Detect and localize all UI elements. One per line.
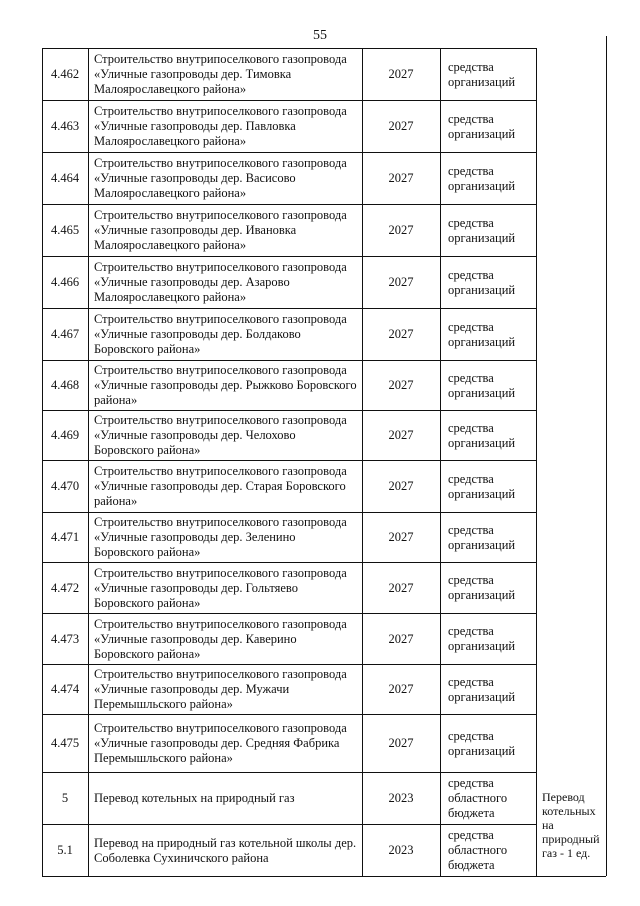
table-rule: [42, 256, 536, 257]
table-rule: [42, 714, 536, 715]
row-year: 2027: [388, 223, 414, 237]
table-rule: [42, 824, 536, 825]
row-number: 4.467: [50, 327, 80, 341]
table-rule: [42, 460, 536, 461]
row-source: средства организаций: [448, 370, 516, 400]
row-number: 4.471: [50, 530, 80, 544]
table-rule: [88, 48, 89, 877]
table-rule: [42, 410, 536, 411]
table-rule: [42, 512, 536, 513]
table-rule: [362, 48, 363, 877]
table-rule: [42, 100, 536, 101]
row-source: средства организаций: [448, 471, 516, 501]
row-name: Строительство внутрипоселкового газопровода «Уличные газопроводы дер. Каверино Боровского района»: [94, 616, 347, 661]
row-source: средства областного бюджета: [448, 828, 508, 872]
table-rule: [42, 48, 536, 49]
row-number: 4.472: [50, 580, 80, 595]
table-rule: [606, 36, 607, 876]
row-year: 2027: [388, 171, 414, 185]
row-number: 4.469: [50, 428, 80, 442]
row-source: средства организаций: [448, 728, 516, 758]
side-note: Перевод котельных на природный газ - 1 ед.: [542, 790, 600, 860]
row-source: средства организаций: [448, 573, 516, 602]
row-name: Строительство внутрипоселкового газопровода «Уличные газопроводы дер. Старая Боровского района»: [94, 464, 347, 508]
row-number: 5: [61, 791, 69, 805]
row-name: Строительство внутрипоселкового газопровода «Уличные газопроводы дер. Васисово Малоярославецкого района»: [94, 156, 347, 200]
table-rule: [42, 360, 536, 361]
row-name: Строительство внутрипоселкового газопровода «Уличные газопроводы дер. Ивановка Малоярославецкого района»: [94, 208, 347, 252]
row-source: средства организаций: [448, 267, 516, 297]
table-rule: [42, 48, 43, 877]
row-year: 2027: [388, 631, 414, 646]
row-source: средства организаций: [448, 215, 516, 245]
row-name: Перевод котельных на природный газ: [94, 791, 295, 805]
table-rule: [42, 613, 536, 614]
row-number: 4.466: [50, 275, 80, 289]
row-source: средства областного бюджета: [448, 776, 508, 820]
row-source: средства организаций: [448, 59, 516, 89]
row-year: 2027: [388, 327, 414, 341]
row-source: средства организаций: [448, 163, 516, 193]
row-source: средства организаций: [448, 624, 516, 653]
row-name: Строительство внутрипоселкового газопровода «Уличные газопроводы дер. Средняя Фабрика Перемышльского района»: [94, 721, 347, 765]
row-number: 4.468: [50, 378, 80, 392]
table-rule: [42, 308, 536, 309]
row-name: Строительство внутрипоселкового газопровода «Уличные газопроводы дер. Азарово Малоярославецкого района»: [94, 260, 347, 304]
row-number: 4.463: [50, 119, 80, 133]
row-name: Строительство внутрипоселкового газопровода «Уличные газопроводы дер. Зеленино Боровского района»: [94, 515, 347, 559]
row-number: 4.464: [50, 171, 80, 185]
row-number: 5.1: [57, 843, 73, 857]
row-source: средства организаций: [448, 319, 516, 349]
table-rule: [42, 204, 536, 205]
row-number: 4.462: [50, 67, 80, 81]
row-number: 4.475: [50, 736, 80, 750]
row-year: 2027: [388, 580, 414, 595]
row-number: 4.470: [50, 479, 80, 493]
row-name: Строительство внутрипоселкового газопровода «Уличные газопроводы дер. Болдаково Боровского района»: [94, 312, 347, 356]
row-year: 2027: [388, 736, 414, 750]
row-name: Перевод на природный газ котельной школы дер. Соболевка Сухиничского района: [94, 835, 357, 865]
row-name: Строительство внутрипоселкового газопровода «Уличные газопроводы дер. Тимовка Малоярославецкого района»: [94, 52, 347, 96]
row-year: 2027: [388, 530, 414, 544]
table-rule: [42, 562, 536, 563]
row-number: 4.465: [50, 223, 80, 237]
table-rule: [42, 772, 536, 773]
row-year: 2027: [388, 428, 414, 442]
table-rule: [42, 876, 536, 877]
table-rule: [536, 48, 537, 877]
row-name: Строительство внутрипоселкового газопровода «Уличные газопроводы дер. Гольтяево Боровского района»: [94, 565, 347, 610]
row-year: 2027: [388, 67, 414, 81]
row-year: 2027: [388, 479, 414, 493]
row-source: средства организаций: [448, 674, 516, 704]
row-number: 4.473: [50, 631, 80, 646]
row-name: Строительство внутрипоселкового газопровода «Уличные газопроводы дер. Мужачи Перемышльского района»: [94, 667, 347, 711]
row-name: Строительство внутрипоселкового газопровода «Уличные газопроводы дер. Челохово Боровского района»: [94, 413, 347, 457]
row-year: 2027: [388, 275, 414, 289]
table-rule: [42, 664, 536, 665]
row-source: средства организаций: [448, 420, 516, 450]
row-year: 2023: [388, 791, 414, 805]
row-year: 2027: [388, 682, 414, 696]
table-rule: [42, 152, 536, 153]
page-number: 55: [313, 28, 327, 43]
table-rule: [440, 48, 441, 877]
row-source: средства организаций: [448, 522, 516, 552]
row-year: 2027: [388, 378, 414, 392]
row-name: Строительство внутрипоселкового газопровода «Уличные газопроводы дер. Павловка Малоярославецкого района»: [94, 104, 347, 148]
row-name: Строительство внутрипоселкового газопровода «Уличные газопроводы дер. Рыжково Боровского района»: [94, 363, 357, 407]
table-rule: [536, 876, 606, 877]
row-source: средства организаций: [448, 111, 516, 141]
row-number: 4.474: [50, 682, 80, 696]
row-year: 2027: [388, 119, 414, 133]
row-year: 2023: [388, 843, 414, 857]
